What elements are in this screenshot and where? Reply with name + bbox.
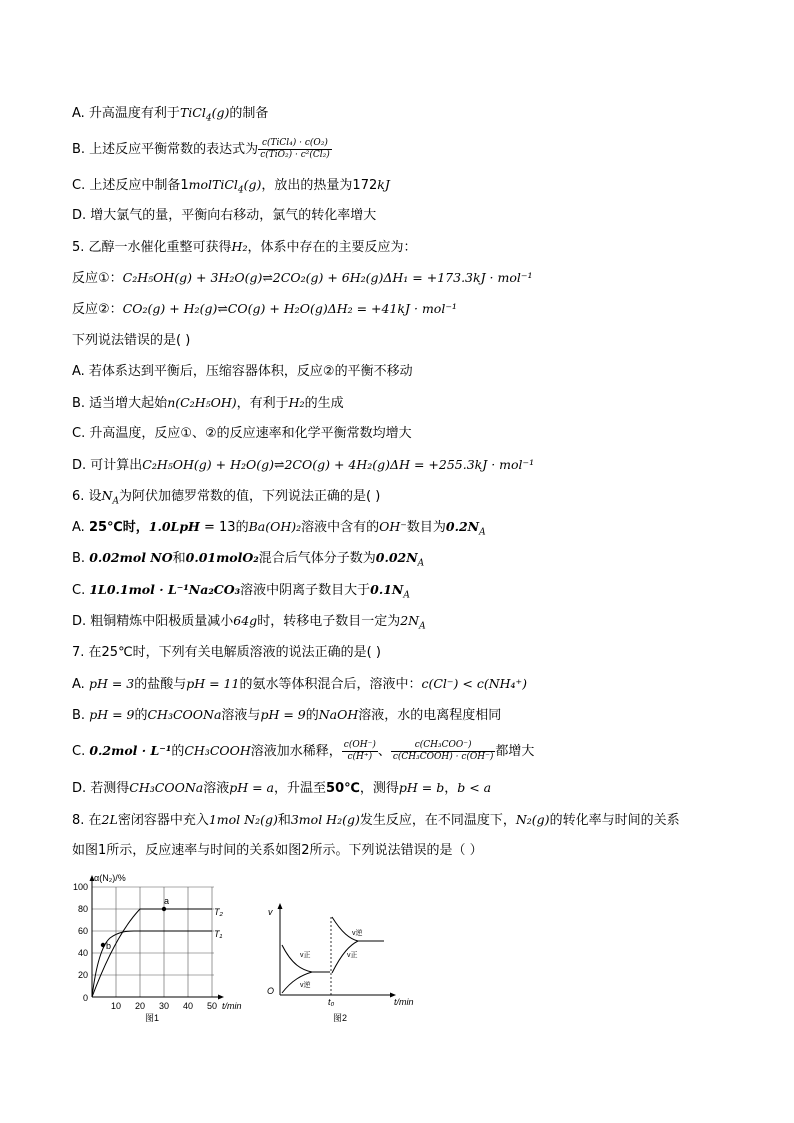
fig2-t0-label: t₀ bbox=[328, 997, 335, 1007]
q4-option-a: A. 升高温度有利于TiCl$_4$(g)的制备 bbox=[72, 105, 269, 124]
fig2-y-label: v bbox=[268, 907, 273, 917]
fig1-ytick: 100 bbox=[72, 882, 88, 892]
fig1-xtick: 20 bbox=[134, 1001, 146, 1011]
q5-question: 下列说法错误的是( ) bbox=[72, 333, 191, 348]
fig2-v-reverse-after bbox=[332, 917, 384, 941]
fig1-y-label: α(N₂)/% bbox=[94, 873, 126, 883]
fig2-label-v-reverse-1: v逆 bbox=[300, 982, 311, 989]
q8-stem-line-2: 如图1所示，反应速率与时间的关系如图2所示。下列说法错误的是（ ） bbox=[72, 843, 483, 858]
fig1-point-b-label: b bbox=[106, 941, 112, 951]
figure-1-conversion-chart bbox=[70, 870, 260, 1030]
fig1-x-label: t/min bbox=[222, 1001, 242, 1011]
q5-reaction-2: 反应②：CO₂(g) + H₂(g)⇌CO(g) + H₂O(g)ΔH₂ = +41kJ · mol⁻¹ bbox=[72, 301, 457, 317]
fig1-xtick: 40 bbox=[182, 1001, 194, 1011]
q7-option-b: B. pH = 9的CH₃COONa溶液与pH = 9的NaOH溶液，水的电离程度相同 bbox=[72, 707, 502, 723]
q5-option-d: D. 可计算出C₂H₅OH(g) + H₂O(g)⇌2CO(g) + 4H₂(g)ΔH = +255.3kJ · mol⁻¹ bbox=[72, 457, 535, 473]
fig1-point-b bbox=[101, 943, 105, 947]
q6-option-a: A. 25℃时，1.0LpH = 13的Ba(OH)₂溶液中含有的OH⁻数目为$0.2N_A$ bbox=[72, 519, 486, 538]
q5-option-b: B. 适当增大起始n(C₂H₅OH)，有利于H₂的生成 bbox=[72, 395, 344, 411]
q6-option-c: C. 1L0.1mol · L⁻¹Na₂CO₃溶液中阴离子数目大于$0.1N_A$ bbox=[72, 582, 410, 601]
q5-option-c: C. 升高温度，反应①、②的反应速率和化学平衡常数均增大 bbox=[72, 426, 412, 441]
ratio-fraction-1: $\frac{c(OH^-)}{c(H^+)}$ bbox=[343, 740, 376, 762]
figure-2-rate-chart bbox=[262, 895, 427, 1030]
fig1-ytick: 20 bbox=[77, 970, 88, 980]
fig1-point-a-label: a bbox=[164, 896, 170, 906]
q7-option-c: C. 0.2mol · L⁻¹的CH₃COOH溶液加水稀释， $\frac{c(OH^-)}{c(H^+)}$ 、 $\frac{\text{c(CH₃COO⁻)}}{\text{c(CH₃COOH) · c(OH⁻)}}$ 都增大 bbox=[72, 740, 535, 762]
q4-option-d: D. 增大氯气的量，平衡向右移动，氯气的转化率增大 bbox=[72, 208, 377, 223]
q7-stem: 7. 在25℃时，下列有关电解质溶液的说法正确的是( ) bbox=[72, 645, 381, 660]
fig1-legend-T1: T₁ bbox=[214, 929, 223, 939]
q7-option-a: A. pH = 3的盐酸与pH = 11的氨水等体积混合后，溶液中：c(Cl⁻) < c(NH₄⁺) bbox=[72, 676, 528, 692]
fig2-label-v-reverse-2: v逆 bbox=[352, 930, 363, 937]
q6-option-d: D. 粗铜精炼中阳极质量减小64g时，转移电子数目一定为$2N_A$ bbox=[72, 613, 426, 632]
fig1-x-arrow bbox=[218, 995, 224, 1000]
fig2-origin: O bbox=[267, 986, 275, 996]
ratio-fraction-2: $\frac{\text{c(CH₃COO⁻)}}{\text{c(CH₃COOH) · c(OH⁻)}}$ bbox=[392, 740, 494, 762]
q8-stem-line-1: 8. 在2L密闭容器中充入1mol N₂(g)和3mol H₂(g)发生反应，在不同温度下，N₂(g)的转化率与时间的关系 bbox=[72, 812, 680, 828]
fig2-x-label: t/min bbox=[394, 997, 414, 1007]
fig1-ytick: 0 bbox=[82, 993, 88, 1003]
fig1-ytick: 80 bbox=[77, 904, 88, 914]
fig1-xtick: 30 bbox=[158, 1001, 170, 1011]
fig1-xtick: 10 bbox=[110, 1001, 122, 1011]
q5-reaction-1: 反应①：C₂H₅OH(g) + 3H₂O(g)⇌2CO₂(g) + 6H₂(g)ΔH₁ = +173.3kJ · mol⁻¹ bbox=[72, 270, 533, 286]
fig1-legend-T2: T₂ bbox=[214, 907, 223, 917]
fig2-caption: 图2 bbox=[332, 1013, 348, 1023]
fig1-ytick: 40 bbox=[77, 948, 88, 958]
fig1-ytick: 60 bbox=[77, 926, 88, 936]
fig1-point-a bbox=[162, 907, 166, 911]
q4-option-c: C. 上述反应中制备1molTiCl$_4$(g)，放出的热量为172kJ bbox=[72, 177, 390, 196]
fig1-xtick: 50 bbox=[206, 1001, 218, 1011]
q6-stem: 6. 设$N_A$为阿伏加德罗常数的值，下列说法正确的是( ) bbox=[72, 488, 381, 507]
q4-option-b: B. 上述反应平衡常数的表达式为 $\frac{\text{c(TiCl₄) · c(O₂)}}{\text{c(TiO₂) · c²(Cl₂)}}$ bbox=[72, 138, 330, 160]
q6-option-b: B. 0.02mol NO和0.01molO₂混合后气体分子数为$0.02N_A$ bbox=[72, 550, 425, 569]
q5-stem: 5. 乙醇一水催化重整可获得H₂，体系中存在的主要反应为： bbox=[72, 239, 417, 255]
fig2-y-arrow bbox=[278, 903, 283, 909]
fig1-caption: 图1 bbox=[144, 1013, 160, 1023]
equilibrium-constant-fraction: $\frac{\text{c(TiCl₄) · c(O₂)}}{\text{c(TiO₂) · c²(Cl₂)}}$ bbox=[260, 138, 330, 160]
fig2-label-v-forward-1: v正 bbox=[300, 952, 311, 959]
fig2-label-v-forward-2: v正 bbox=[347, 952, 358, 959]
q5-option-a: A. 若体系达到平衡后，压缩容器体积，反应②的平衡不移动 bbox=[72, 364, 413, 379]
q7-option-d: D. 若测得CH₃COONa溶液pH = a，升温至50℃，测得pH = b，b < a bbox=[72, 780, 492, 796]
